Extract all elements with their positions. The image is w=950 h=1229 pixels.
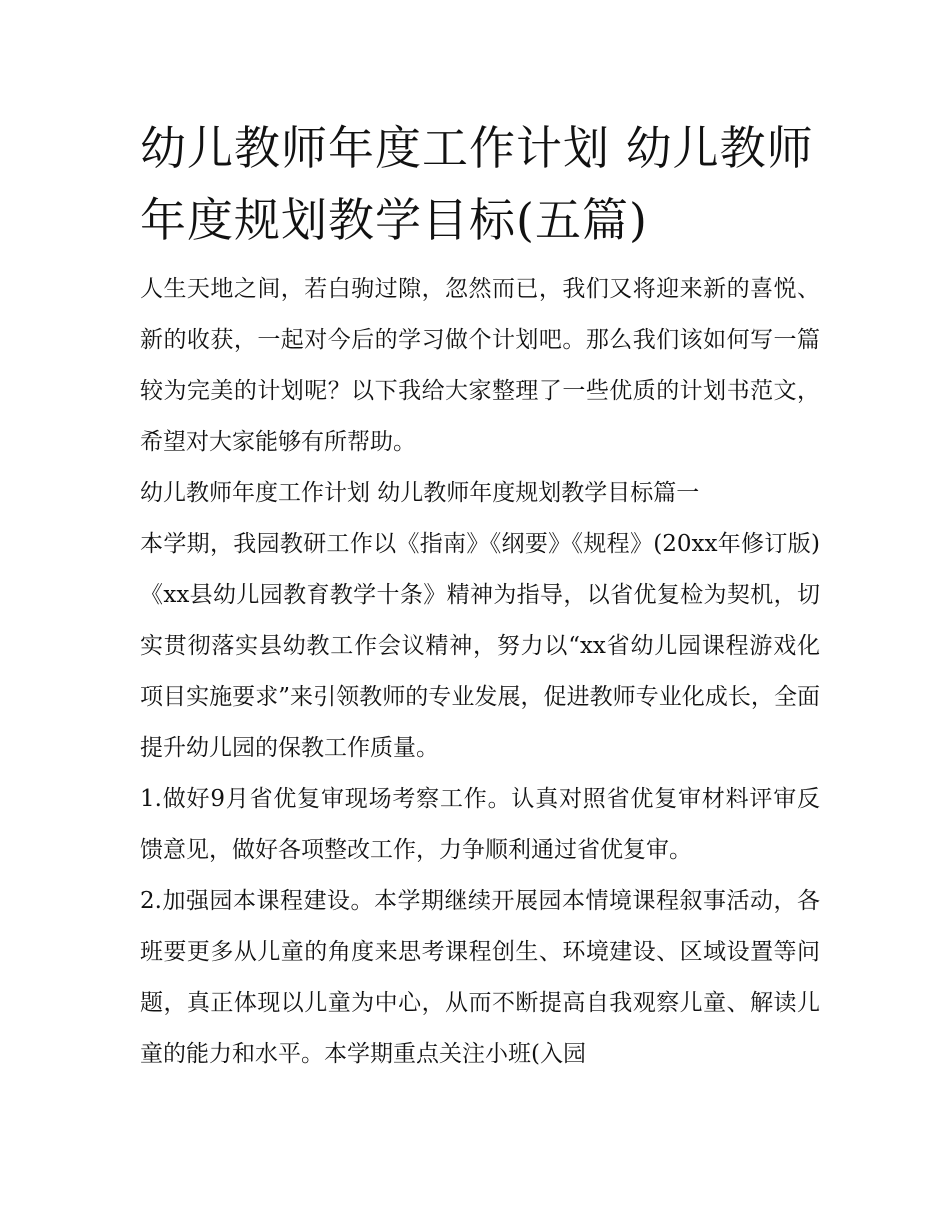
intro-paragraph: 人生天地之间，若白驹过隙，忽然而已，我们又将迎来新的喜悦、新的收获，一起对今后的学习做个计划吧。那么我们该如何写一篇较为完美的计划呢？以下我给大家整理了一些优质的计划书范文，希望对大家能够有所帮助。	[140, 276, 820, 455]
body-paragraph: 本学期，我园教研工作以《指南》《纲要》《规程》(20xx年修订版)《xx县幼儿园教育教学十条》精神为指导，以省优复检为契机，切实贯彻落实县幼教工作会议精神，努力以“xx省幼儿园课程游戏化项目实施要求”来引领教师的专业发展，促进教师专业化成长，全面提升幼儿园的保教工作质量。	[140, 531, 820, 761]
section-heading: 幼儿教师年度工作计划 幼儿教师年度规划教学目标篇一	[140, 480, 700, 506]
list-item-1: 1.做好9月省优复审现场考察工作。认真对照省优复审材料评审反馈意见，做好各项整改工作，力争顺利通过省优复审。	[140, 786, 820, 863]
document-body	[140, 112, 820, 1080]
document-title: 幼儿教师年度工作计划 幼儿教师年度规划教学目标(五篇)	[140, 121, 814, 247]
list-item-2: 2.加强园本课程建设。本学期继续开展园本情境课程叙事活动，各班要更多从儿童的角度来思考课程创生、环境建设、区域设置等问题，真正体现以儿童为中心，从而不断提高自我观察儿童、解读儿童的能力和水平。本学期重点关注小班(入园	[140, 888, 820, 1067]
